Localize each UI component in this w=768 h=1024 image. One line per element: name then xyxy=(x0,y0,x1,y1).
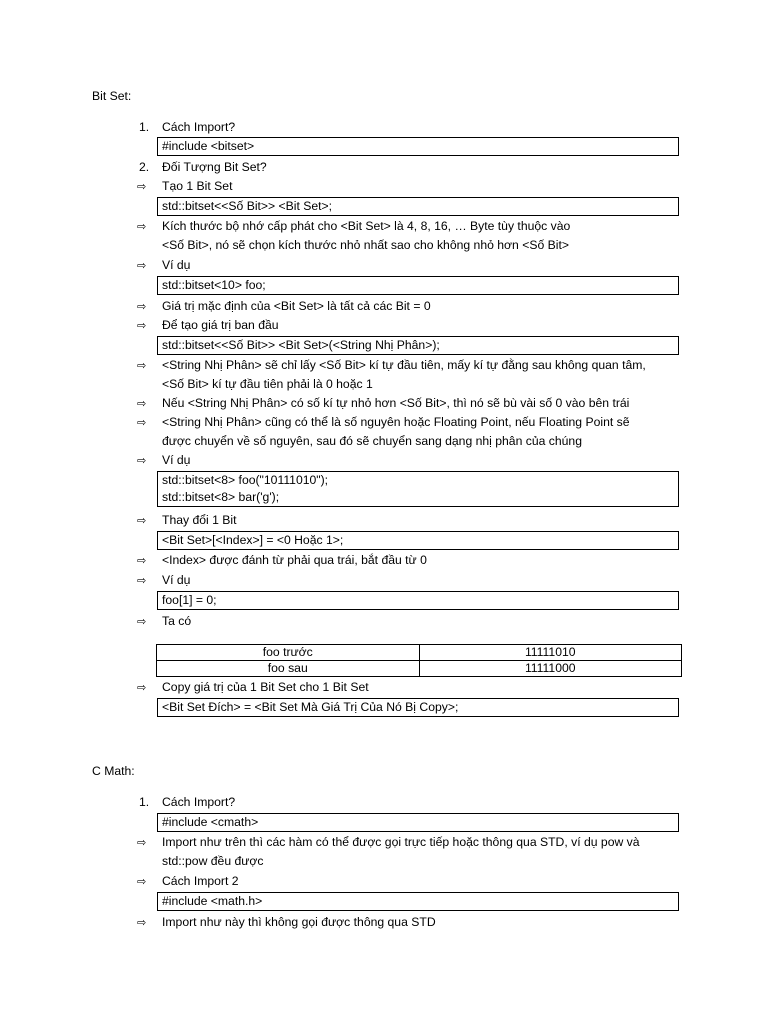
code-box xyxy=(157,892,679,911)
bullet-text: Giá trị mặc định của <Bit Set> là tất cả các Bit = 0 xyxy=(162,299,431,313)
code-line: std::bitset<<Số Bit>> <Bit Set>; xyxy=(162,199,333,213)
bullet-text-continued: <Số Bit> kí tự đầu tiên phải là 0 hoặc 1 xyxy=(162,377,373,391)
section-heading-cmath: C Math: xyxy=(92,764,135,778)
code-line: std::bitset<8> bar('g'); xyxy=(162,490,280,504)
code-box xyxy=(157,591,679,610)
bullet-text: <Index> được đánh từ phải qua trái, bắt đầu từ 0 xyxy=(162,553,427,567)
bullet-text: Để tạo giá trị ban đầu xyxy=(162,318,279,332)
code-box xyxy=(157,531,679,550)
arrow-icon: ⇨ xyxy=(137,514,147,527)
bullet-text: <String Nhị Phân> cũng có thể là số nguyên hoặc Floating Point, nếu Floating Point sẽ xyxy=(162,415,630,429)
bullet-text: Nếu <String Nhị Phân> có số kí tự nhỏ hơn <Số Bit>, thì nó sẽ bù vài số 0 vào bên trái xyxy=(162,396,630,410)
bullet-text: Ví dụ xyxy=(162,258,191,272)
list-item-text: Đối Tượng Bit Set? xyxy=(162,160,267,174)
arrow-icon: ⇨ xyxy=(137,259,147,272)
arrow-icon: ⇨ xyxy=(137,574,147,587)
list-item-text: Cách Import? xyxy=(162,120,236,134)
list-number: 1. xyxy=(139,120,150,134)
bullet-text: Tạo 1 Bit Set xyxy=(162,179,233,193)
table-cell-value: 11111000 xyxy=(419,661,682,677)
code-line: std::bitset<<Số Bit>> <Bit Set>(<String Nhị Phân>); xyxy=(162,338,440,352)
bullet-text: Cách Import 2 xyxy=(162,874,239,888)
code-line: #include <bitset> xyxy=(162,139,255,153)
table-cell-value: 11111010 xyxy=(419,645,682,661)
bullet-text-continued: std::pow đều được xyxy=(162,854,264,868)
table-cell-label: foo trước xyxy=(157,645,420,661)
bullet-text: Ví dụ xyxy=(162,573,191,587)
section-heading-bitset: Bit Set: xyxy=(92,89,132,103)
arrow-icon: ⇨ xyxy=(137,554,147,567)
list-number: 2. xyxy=(139,160,150,174)
arrow-icon: ⇨ xyxy=(137,416,147,429)
code-line: <Bit Set Đích> = <Bit Set Mà Giá Trị Của Nó Bị Copy>; xyxy=(162,700,459,714)
bullet-text: Import như này thì không gọi được thông qua STD xyxy=(162,915,436,929)
arrow-icon: ⇨ xyxy=(137,681,147,694)
code-line: std::bitset<10> foo; xyxy=(162,278,266,292)
code-line: foo[1] = 0; xyxy=(162,593,217,607)
arrow-icon: ⇨ xyxy=(137,220,147,233)
list-number: 1. xyxy=(139,795,150,809)
bullet-text: Import như trên thì các hàm có thể được gọi trực tiếp hoặc thông qua STD, ví dụ pow và xyxy=(162,835,640,849)
code-line: std::bitset<8> foo("10111010"); xyxy=(162,473,329,487)
code-box xyxy=(157,276,679,295)
arrow-icon: ⇨ xyxy=(137,875,147,888)
bullet-text: Ví dụ xyxy=(162,453,191,467)
arrow-icon: ⇨ xyxy=(137,319,147,332)
arrow-icon: ⇨ xyxy=(137,615,147,628)
arrow-icon: ⇨ xyxy=(137,397,147,410)
code-box xyxy=(157,813,679,832)
bullet-text: Ta có xyxy=(162,614,192,628)
code-line: #include <math.h> xyxy=(162,894,263,908)
arrow-icon: ⇨ xyxy=(137,836,147,849)
code-line: <Bit Set>[<Index>] = <0 Hoặc 1>; xyxy=(162,533,344,547)
list-item-text: Cách Import? xyxy=(162,795,236,809)
comparison-table xyxy=(156,644,682,677)
arrow-icon: ⇨ xyxy=(137,300,147,313)
table-cell-label: foo sau xyxy=(157,661,420,677)
table-row xyxy=(157,645,682,661)
code-line: #include <cmath> xyxy=(162,815,259,829)
table-row xyxy=(157,661,682,677)
arrow-icon: ⇨ xyxy=(137,454,147,467)
bullet-text: Thay đổi 1 Bit xyxy=(162,513,237,527)
bullet-text: Kích thước bộ nhớ cấp phát cho <Bit Set> là 4, 8, 16, … Byte tùy thuộc vào xyxy=(162,219,571,233)
code-box xyxy=(157,698,679,717)
arrow-icon: ⇨ xyxy=(137,916,147,929)
arrow-icon: ⇨ xyxy=(137,180,147,193)
arrow-icon: ⇨ xyxy=(137,359,147,372)
bullet-text-continued: được chuyển về số nguyên, sau đó sẽ chuyển sang dạng nhị phân của chúng xyxy=(162,434,582,448)
bullet-text: <String Nhị Phân> sẽ chỉ lấy <Số Bit> kí tự đầu tiên, mấy kí tự đằng sau không quan tâm, xyxy=(162,358,646,372)
bullet-text: Copy giá trị của 1 Bit Set cho 1 Bit Set xyxy=(162,680,369,694)
code-box xyxy=(157,197,679,216)
code-box xyxy=(157,471,679,507)
bullet-text-continued: <Số Bit>, nó sẽ chọn kích thước nhỏ nhất sao cho không nhỏ hơn <Số Bit> xyxy=(162,238,569,252)
code-box xyxy=(157,336,679,355)
code-box xyxy=(157,137,679,156)
